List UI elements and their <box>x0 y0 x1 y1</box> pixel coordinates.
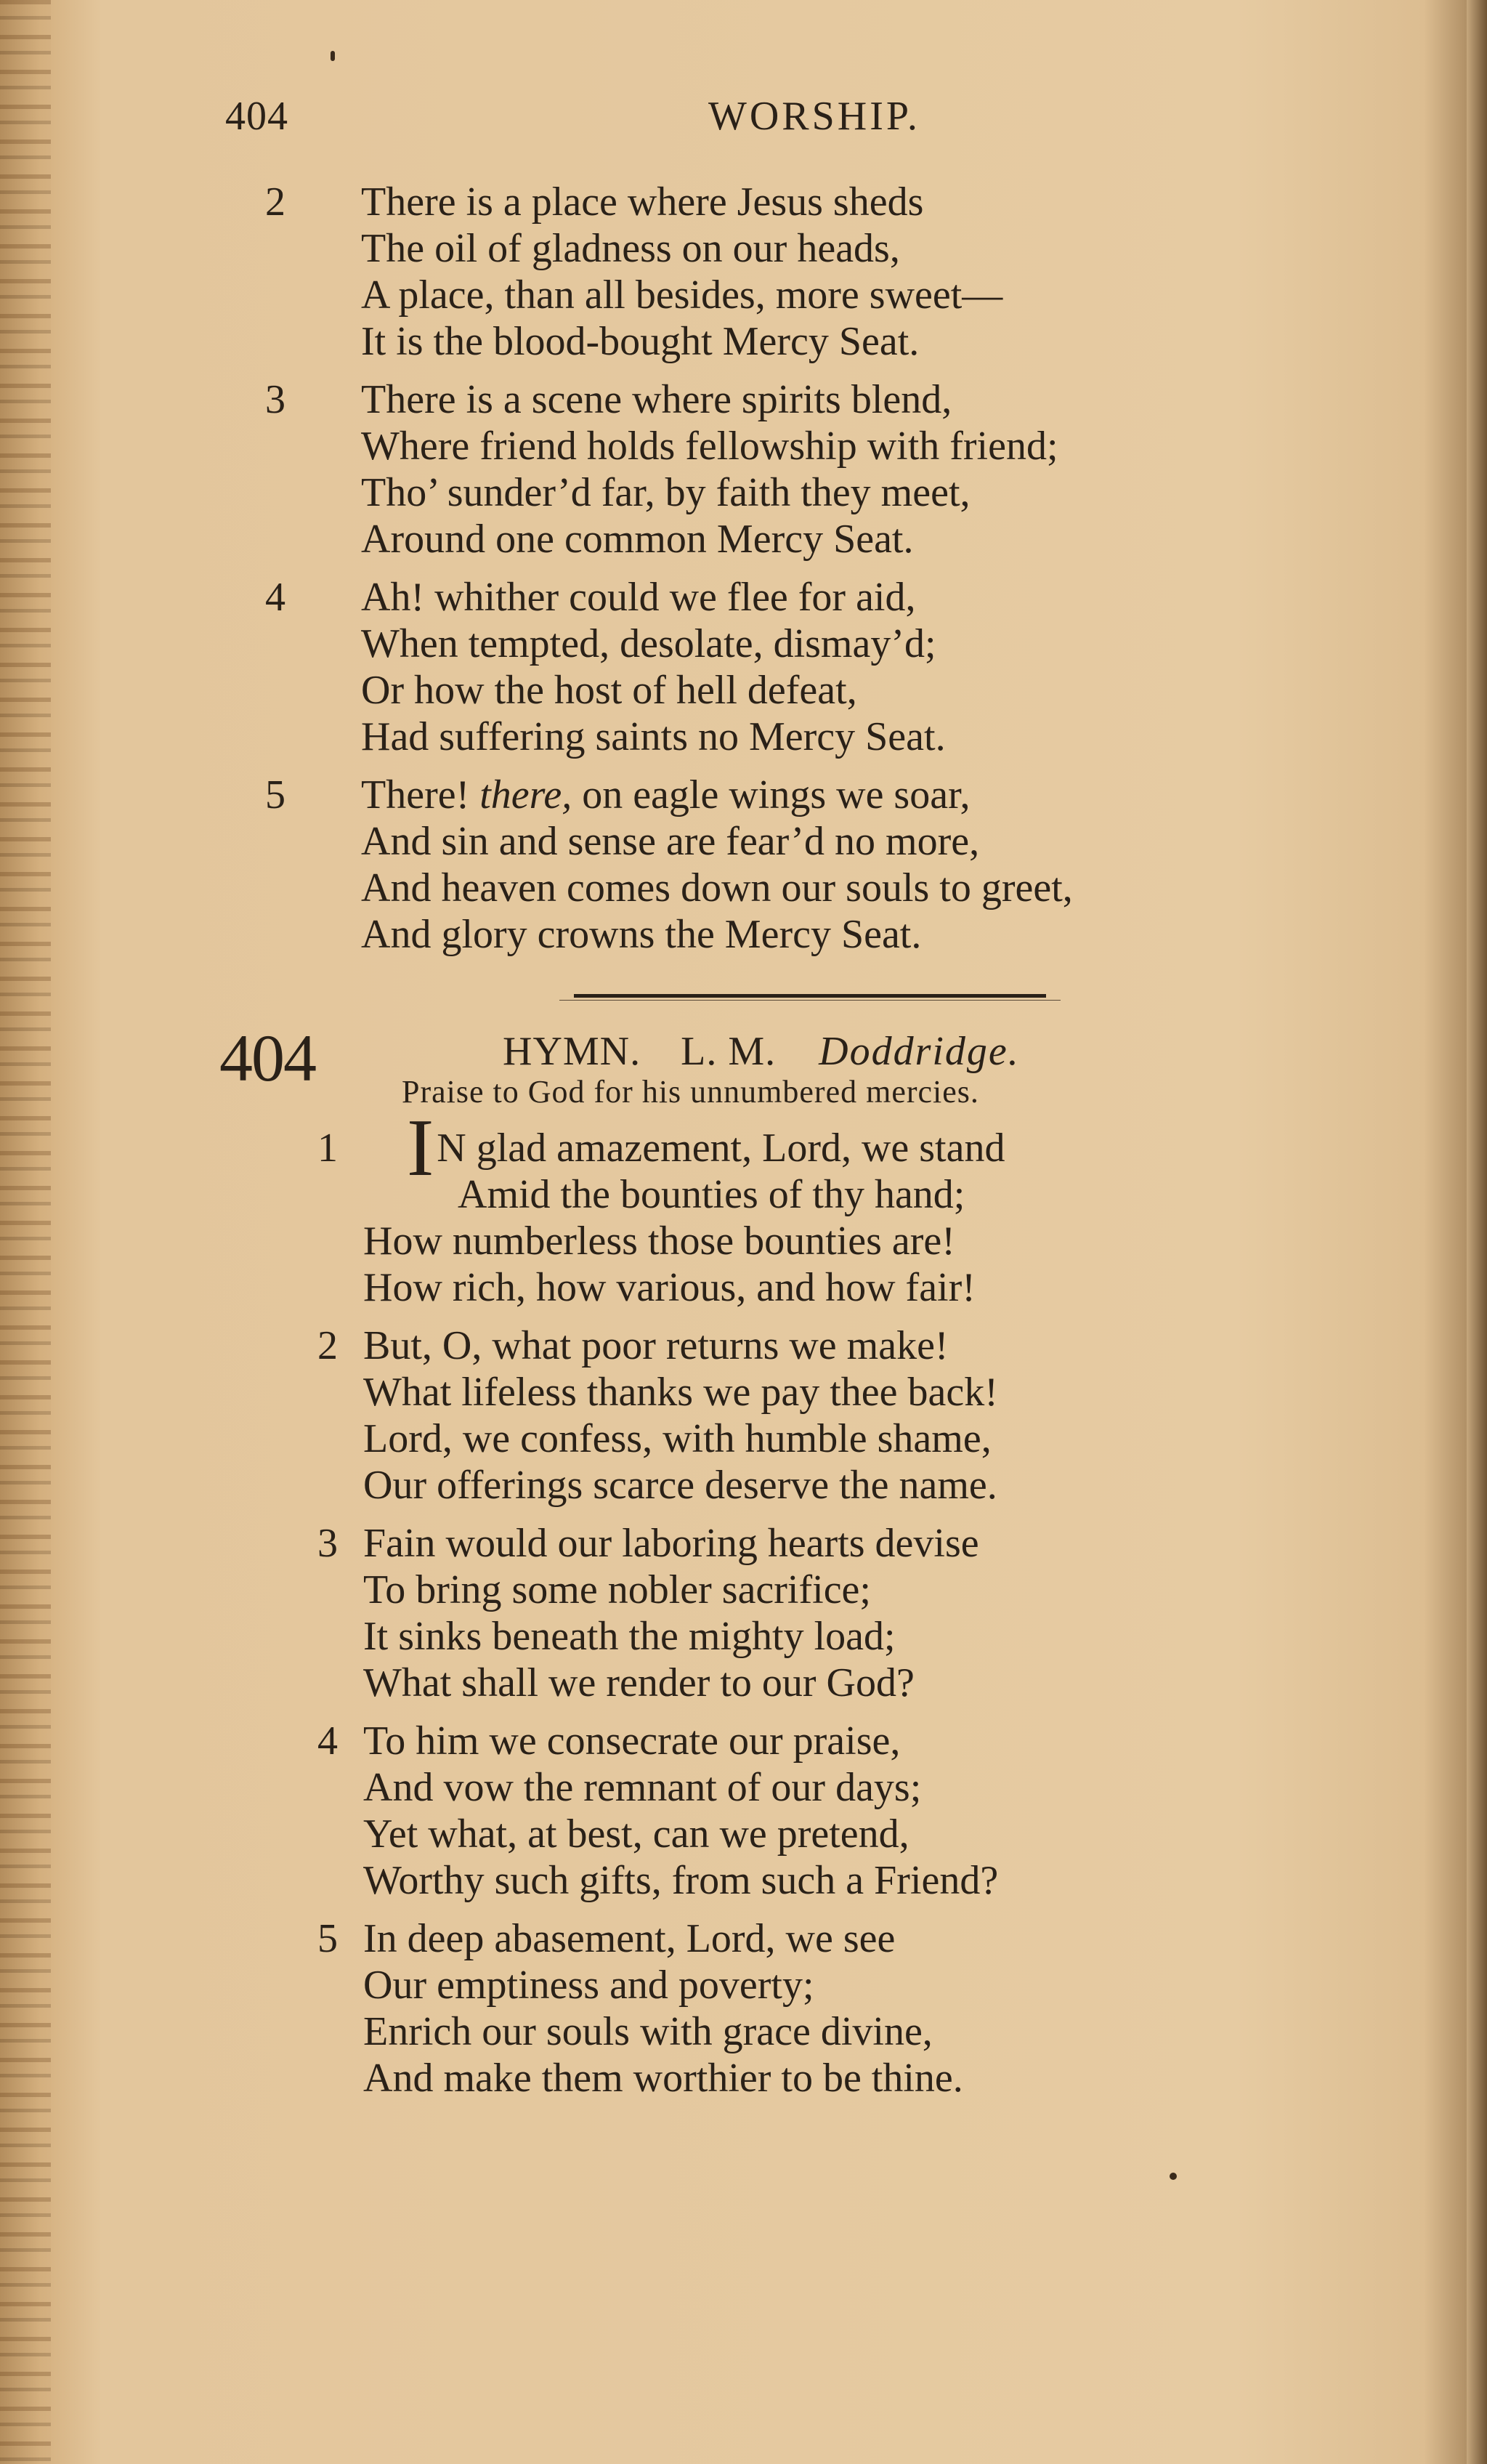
verse-line: Lord, we confess, with humble shame, <box>363 1416 992 1461</box>
verse-line: Yet what, at best, can we pretend, <box>363 1811 909 1857</box>
verse-line: Ah! whither could we flee for aid, <box>361 575 916 620</box>
verse-line: A place, than all besides, more sweet— <box>361 272 1003 318</box>
verse-line: And sin and sense are fear’d no more, <box>361 819 980 864</box>
verse-line: And heaven comes down our souls to greet, <box>361 865 1073 910</box>
verse-line: Fain would our laboring hearts devise <box>363 1521 979 1566</box>
verse-line: Our offerings scarce deserve the name. <box>363 1463 997 1508</box>
hymn-verse-5 <box>317 1915 963 2101</box>
hymn-author: Doddridge. <box>819 1029 1020 1074</box>
running-head: WORSHIP. <box>708 94 920 139</box>
verse-line: To bring some nobler sacrifice; <box>363 1567 871 1612</box>
verse-number: 2 <box>265 179 285 225</box>
prev-hymn-verse-2 <box>265 179 1003 365</box>
hymn-meter: L. M. <box>681 1029 777 1074</box>
verse-line: There is a scene where spirits blend, <box>361 377 952 422</box>
verse-line: And vow the remnant of our days; <box>363 1765 922 1810</box>
verse-line-suffix: on eagle wings we soar, <box>572 772 971 817</box>
verse-line: What lifeless thanks we pay thee back! <box>363 1370 998 1415</box>
verse-line: How rich, how various, and how fair! <box>363 1265 976 1310</box>
verse-number: 2 <box>317 1323 338 1368</box>
verse-line: Enrich our souls with grace divine, <box>363 2009 933 2054</box>
verse-line: When tempted, desolate, dismay’d; <box>361 621 936 666</box>
verse-line: To him we consecrate our praise, <box>363 1718 901 1764</box>
verse-number: 4 <box>265 575 285 620</box>
verse-number: 5 <box>265 772 285 817</box>
verse-number: 1 <box>317 1126 338 1171</box>
hymn-subtitle: Praise to God for his unnumbered mercies. <box>402 1074 979 1110</box>
verse-line: Or how the host of hell defeat, <box>361 668 857 713</box>
page-number: 404 <box>225 94 288 139</box>
verse-line: Worthy such gifts, from such a Friend? <box>363 1858 999 1903</box>
hymn-verse-4 <box>317 1718 999 1904</box>
verse-line: And make them worthier to be thine. <box>363 2056 963 2101</box>
emphasized-word: there, <box>479 772 572 817</box>
verse-line: Amid the bounties of thy hand; <box>458 1172 965 1217</box>
verse-line: But, O, what poor returns we make! <box>363 1323 949 1368</box>
page-left-edge <box>0 0 51 2464</box>
verse-line <box>309 772 1073 818</box>
hymn-verse-2 <box>317 1322 998 1508</box>
verse-line: Tho’ sunder’d far, by faith they meet, <box>361 470 971 515</box>
verse-line: What shall we render to our God? <box>363 1660 915 1705</box>
verse-line: It sinks beneath the mighty load; <box>363 1614 896 1659</box>
hymn-verse-1 <box>317 1103 1005 1311</box>
verse-number: 3 <box>265 377 285 422</box>
verse-line: The oil of gladness on our heads, <box>361 226 900 271</box>
hymn-heading <box>503 1028 1020 1075</box>
verse-line: And glory crowns the Mercy Seat. <box>361 912 922 957</box>
verse-line-prefix: There! <box>361 772 480 817</box>
prev-hymn-verse-4 <box>265 574 946 760</box>
hymn-verse-3 <box>317 1520 979 1706</box>
verse-line: It is the blood-bought Mercy Seat. <box>361 319 920 364</box>
verse-line: Our emptiness and poverty; <box>363 1963 814 2008</box>
prev-hymn-verse-3 <box>265 376 1058 562</box>
page-header <box>225 93 1242 151</box>
ink-speck <box>331 51 335 61</box>
verse-number: 5 <box>317 1916 338 1961</box>
hymn-number: 404 <box>219 1021 315 1095</box>
verse-line: Had suffering saints no Mercy Seat. <box>361 714 946 759</box>
verse-line: There is a place where Jesus sheds <box>361 179 924 225</box>
verse-line: Where friend holds fellowship with friend; <box>361 424 1058 469</box>
section-divider <box>574 994 1046 998</box>
drop-cap: I <box>407 1103 434 1193</box>
verse-line <box>363 1103 1005 1193</box>
verse-line: How numberless those bounties are! <box>363 1219 955 1264</box>
verse-line: Around one common Mercy Seat. <box>361 517 914 562</box>
verse-line: In deep abasement, Lord, we see <box>363 1916 896 1961</box>
ink-speck <box>1170 2173 1177 2180</box>
verse-number: 3 <box>317 1521 338 1566</box>
page-right-edge <box>1467 0 1487 2464</box>
prev-hymn-verse-5 <box>265 772 1073 958</box>
verse-line-rest: N glad amazement, Lord, we stand <box>437 1126 1005 1171</box>
verse-number: 4 <box>317 1718 338 1764</box>
hymn-label: HYMN. <box>503 1029 641 1074</box>
